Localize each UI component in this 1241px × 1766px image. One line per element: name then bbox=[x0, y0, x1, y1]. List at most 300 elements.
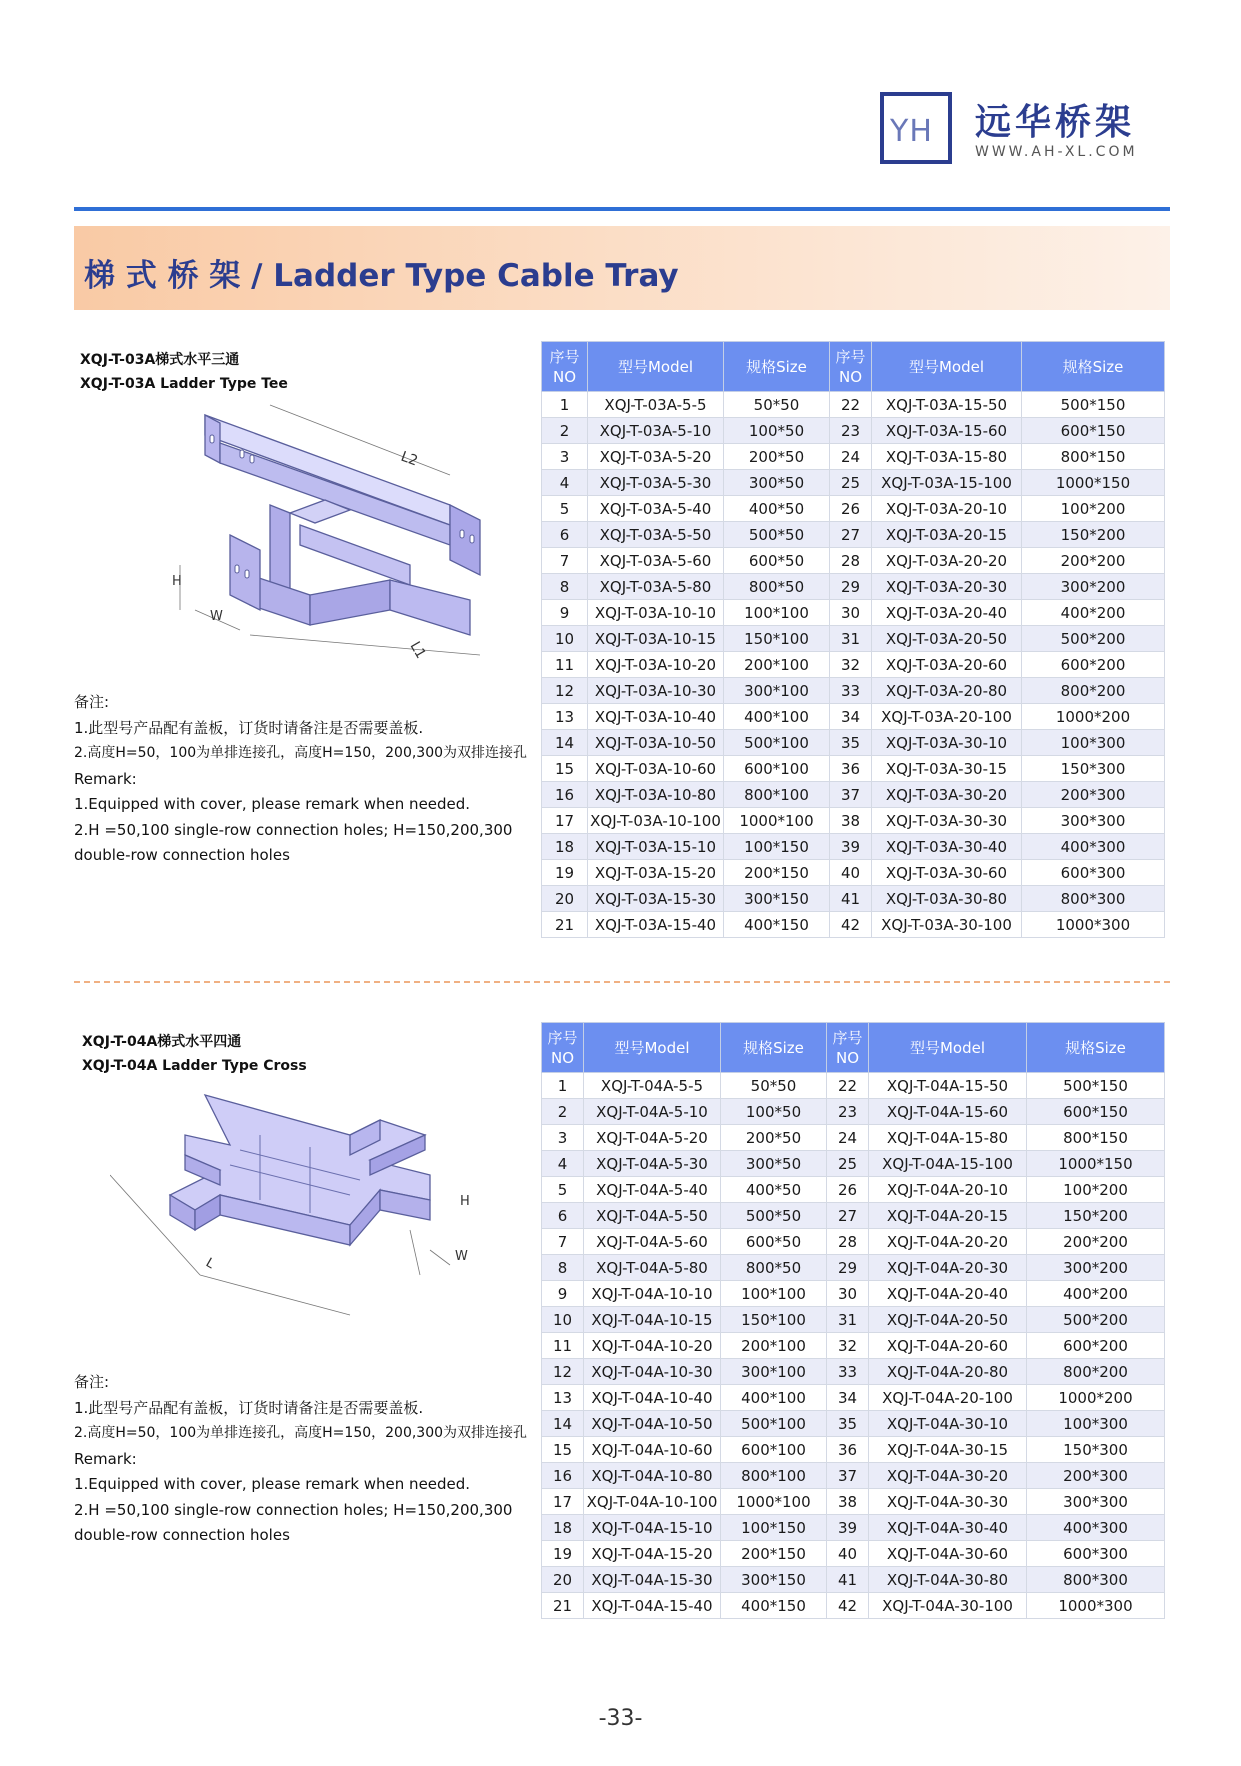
table-cell: 200*150 bbox=[721, 1541, 827, 1567]
header-text: 型号Model bbox=[614, 1038, 690, 1057]
table-cell: 4 bbox=[542, 1151, 584, 1177]
table-cell: XQJ-T-03A-5-20 bbox=[588, 444, 724, 470]
table-cell: 10 bbox=[542, 626, 588, 652]
table-cell: 400*200 bbox=[1022, 600, 1165, 626]
table-cell: XQJ-T-03A-20-60 bbox=[872, 652, 1022, 678]
table-cell: 14 bbox=[542, 730, 588, 756]
table-row bbox=[542, 782, 1165, 808]
table-row bbox=[542, 600, 1165, 626]
table-cell: XQJ-T-03A-30-20 bbox=[872, 782, 1022, 808]
product-title-en: XQJ-T-03A Ladder Type Tee bbox=[80, 376, 288, 392]
page-number: -33- bbox=[598, 1706, 643, 1731]
table-cell: 35 bbox=[827, 1411, 869, 1437]
notes-label-cn: 备注: bbox=[74, 693, 110, 711]
table-cell: 200*50 bbox=[721, 1125, 827, 1151]
table-cell: XQJ-T-03A-15-100 bbox=[872, 470, 1022, 496]
table-cell: XQJ-T-04A-20-40 bbox=[869, 1281, 1027, 1307]
table-cell: XQJ-T-03A-30-30 bbox=[872, 808, 1022, 834]
table-cell: XQJ-T-04A-15-40 bbox=[584, 1593, 721, 1619]
table-cell: 300*100 bbox=[724, 678, 830, 704]
table-cell: 400*300 bbox=[1027, 1515, 1165, 1541]
table-cell: 4 bbox=[542, 470, 588, 496]
note-cn-1: 1.此型号产品配有盖板，订货时请备注是否需要盖板. bbox=[74, 1398, 424, 1417]
table-cell: XQJ-T-03A-5-80 bbox=[588, 574, 724, 600]
table-cell: 800*150 bbox=[1027, 1125, 1165, 1151]
table-cell: XQJ-T-03A-15-30 bbox=[588, 886, 724, 912]
table-cell: 300*300 bbox=[1027, 1489, 1165, 1515]
table-cell: 16 bbox=[542, 1463, 584, 1489]
table-cell: XQJ-T-03A-20-10 bbox=[872, 496, 1022, 522]
header-text: 规格Size bbox=[743, 1038, 804, 1057]
dim-label-w: W bbox=[210, 609, 223, 624]
table-cell: 39 bbox=[827, 1515, 869, 1541]
table-cell: 150*200 bbox=[1027, 1203, 1165, 1229]
table-cell: XQJ-T-03A-10-30 bbox=[588, 678, 724, 704]
table-row bbox=[542, 860, 1165, 886]
logo-mark bbox=[880, 92, 952, 164]
table-header-row bbox=[542, 342, 1165, 392]
table-row bbox=[542, 444, 1165, 470]
table-cell: 24 bbox=[830, 444, 872, 470]
table-cell: 500*200 bbox=[1027, 1307, 1165, 1333]
table-cell: XQJ-T-04A-20-20 bbox=[869, 1229, 1027, 1255]
header-text: 序号 bbox=[832, 1028, 863, 1047]
table-cell: 800*200 bbox=[1022, 678, 1165, 704]
table-cell: XQJ-T-04A-20-100 bbox=[869, 1385, 1027, 1411]
cross-notes bbox=[74, 1370, 544, 1549]
table-cell: 25 bbox=[830, 470, 872, 496]
table-row bbox=[542, 730, 1165, 756]
table-cell: 300*150 bbox=[721, 1567, 827, 1593]
dim-label-l2: L2 bbox=[398, 448, 420, 470]
table-cell: 7 bbox=[542, 1229, 584, 1255]
table-cell: 41 bbox=[830, 886, 872, 912]
header-rule bbox=[74, 207, 1170, 211]
table-row bbox=[542, 652, 1165, 678]
table-cell: 6 bbox=[542, 1203, 584, 1229]
table-cell: 100*150 bbox=[721, 1515, 827, 1541]
header-text: 规格Size bbox=[1065, 1038, 1126, 1057]
table-cell: 300*300 bbox=[1022, 808, 1165, 834]
table-cell: 34 bbox=[827, 1385, 869, 1411]
note-cn-2: 2.高度H=50，100为单排连接孔，高度H=150，200,300为双排连接孔 bbox=[74, 1425, 528, 1441]
table-cell: 33 bbox=[830, 678, 872, 704]
table-cell: 6 bbox=[542, 522, 588, 548]
table-cell: 33 bbox=[827, 1359, 869, 1385]
table-cell: 100*100 bbox=[724, 600, 830, 626]
table-cell: XQJ-T-03A-30-40 bbox=[872, 834, 1022, 860]
table-row bbox=[542, 548, 1165, 574]
table-cell: 800*50 bbox=[721, 1255, 827, 1281]
table-cell: 10 bbox=[542, 1307, 584, 1333]
table-cell: 39 bbox=[830, 834, 872, 860]
table-cell: 500*50 bbox=[724, 522, 830, 548]
table-cell: 1000*100 bbox=[721, 1489, 827, 1515]
table-cell: 1 bbox=[542, 1073, 584, 1099]
note-cn-1: 1.此型号产品配有盖板，订货时请备注是否需要盖板. bbox=[74, 718, 424, 737]
table-cell: 200*300 bbox=[1027, 1463, 1165, 1489]
table-cell: 12 bbox=[542, 678, 588, 704]
table-cell: XQJ-T-04A-20-15 bbox=[869, 1203, 1027, 1229]
section-banner bbox=[74, 226, 1170, 310]
table-cell: 200*200 bbox=[1027, 1229, 1165, 1255]
table-row bbox=[542, 886, 1165, 912]
table-cell: XQJ-T-04A-30-60 bbox=[869, 1541, 1027, 1567]
table-row bbox=[542, 1411, 1165, 1437]
table-cell: 1000*300 bbox=[1022, 912, 1165, 938]
table-cell: 7 bbox=[542, 548, 588, 574]
product-title-cn: XQJ-T-04A梯式水平四通 bbox=[82, 1034, 242, 1050]
table-cell: 9 bbox=[542, 600, 588, 626]
dim-label-w: W bbox=[455, 1249, 468, 1264]
table-cell: XQJ-T-03A-5-60 bbox=[588, 548, 724, 574]
table-row bbox=[542, 834, 1165, 860]
table-cell: 8 bbox=[542, 1255, 584, 1281]
table-cell: XQJ-T-04A-30-100 bbox=[869, 1593, 1027, 1619]
note-en-2: 2.H =50,100 single-row connection holes; H=150,200,300 double-row connection holes bbox=[74, 820, 513, 864]
table-cell: XQJ-T-04A-30-40 bbox=[869, 1515, 1027, 1541]
table-cell: XQJ-T-04A-20-50 bbox=[869, 1307, 1027, 1333]
logo-letters: YH bbox=[890, 114, 933, 149]
table-row bbox=[542, 1463, 1165, 1489]
table-cell: 1000*100 bbox=[724, 808, 830, 834]
table-cell: XQJ-T-04A-15-10 bbox=[584, 1515, 721, 1541]
note-en-1: 1.Equipped with cover, please remark when needed. bbox=[74, 795, 471, 813]
column-header bbox=[1027, 1023, 1165, 1073]
table-row bbox=[542, 522, 1165, 548]
table-cell: 800*150 bbox=[1022, 444, 1165, 470]
table-cell: XQJ-T-04A-15-60 bbox=[869, 1099, 1027, 1125]
dim-label-h: H bbox=[460, 1194, 470, 1209]
table-row bbox=[542, 470, 1165, 496]
table-cell: 29 bbox=[830, 574, 872, 600]
table-cell: 32 bbox=[830, 652, 872, 678]
header-text: NO bbox=[835, 1048, 860, 1067]
table-cell: 400*100 bbox=[721, 1385, 827, 1411]
notes-label-cn: 备注: bbox=[74, 1373, 110, 1391]
table-cell: 600*200 bbox=[1022, 652, 1165, 678]
table-cell: XQJ-T-04A-5-50 bbox=[584, 1203, 721, 1229]
table-cell: 300*100 bbox=[721, 1359, 827, 1385]
table-cell: 150*300 bbox=[1022, 756, 1165, 782]
table-cell: 800*300 bbox=[1027, 1567, 1165, 1593]
table-cell: XQJ-T-03A-15-10 bbox=[588, 834, 724, 860]
table-cell: 500*50 bbox=[721, 1203, 827, 1229]
table-cell: 40 bbox=[830, 860, 872, 886]
table-cell: XQJ-T-03A-20-80 bbox=[872, 678, 1022, 704]
table-cell: 400*50 bbox=[724, 496, 830, 522]
column-header bbox=[830, 342, 872, 392]
table-row bbox=[542, 1333, 1165, 1359]
table-cell: 600*100 bbox=[724, 756, 830, 782]
table-row bbox=[542, 704, 1165, 730]
table-cell: 32 bbox=[827, 1333, 869, 1359]
header-text: NO bbox=[552, 367, 577, 386]
table-cell: XQJ-T-03A-10-10 bbox=[588, 600, 724, 626]
tee-drawing bbox=[150, 395, 550, 695]
column-header bbox=[721, 1023, 827, 1073]
header-text: 规格Size bbox=[746, 357, 807, 376]
product-title-cross bbox=[82, 1030, 307, 1078]
table-cell: 41 bbox=[827, 1567, 869, 1593]
table-row bbox=[542, 1255, 1165, 1281]
table-row bbox=[542, 496, 1165, 522]
table-cell: 100*300 bbox=[1027, 1411, 1165, 1437]
table-row bbox=[542, 1567, 1165, 1593]
table-cell: 600*300 bbox=[1027, 1541, 1165, 1567]
table-cell: XQJ-T-03A-10-40 bbox=[588, 704, 724, 730]
table-cell: 5 bbox=[542, 1177, 584, 1203]
table-cell: 2 bbox=[542, 418, 588, 444]
table-row bbox=[542, 1515, 1165, 1541]
table-cell: XQJ-T-03A-20-20 bbox=[872, 548, 1022, 574]
table-cell: 200*50 bbox=[724, 444, 830, 470]
table-cell: 26 bbox=[827, 1177, 869, 1203]
table-cell: 42 bbox=[830, 912, 872, 938]
table-cell: 1 bbox=[542, 392, 588, 418]
table-cell: 36 bbox=[827, 1437, 869, 1463]
table-cell: 200*150 bbox=[724, 860, 830, 886]
table-cell: XQJ-T-03A-10-20 bbox=[588, 652, 724, 678]
header-text: 序号 bbox=[835, 347, 866, 366]
dim-label-h: H bbox=[172, 574, 182, 589]
cross-drawing bbox=[110, 1075, 520, 1325]
cross-spec-table bbox=[541, 1022, 1165, 1619]
table-cell: 100*300 bbox=[1022, 730, 1165, 756]
table-cell: 100*50 bbox=[724, 418, 830, 444]
table-cell: 22 bbox=[830, 392, 872, 418]
table-cell: 3 bbox=[542, 444, 588, 470]
table-cell: 400*100 bbox=[724, 704, 830, 730]
table-row bbox=[542, 912, 1165, 938]
table-cell: XQJ-T-04A-10-100 bbox=[584, 1489, 721, 1515]
dim-label-l1: L1 bbox=[406, 639, 429, 662]
table-cell: XQJ-T-04A-30-20 bbox=[869, 1463, 1027, 1489]
table-cell: 20 bbox=[542, 886, 588, 912]
table-row bbox=[542, 808, 1165, 834]
table-cell: XQJ-T-04A-15-80 bbox=[869, 1125, 1027, 1151]
table-cell: XQJ-T-04A-5-80 bbox=[584, 1255, 721, 1281]
table-cell: XQJ-T-04A-5-5 bbox=[584, 1073, 721, 1099]
table-cell: XQJ-T-03A-10-80 bbox=[588, 782, 724, 808]
dim-label-l: L bbox=[203, 1255, 217, 1273]
table-cell: 28 bbox=[827, 1229, 869, 1255]
table-cell: 36 bbox=[830, 756, 872, 782]
table-row bbox=[542, 574, 1165, 600]
table-cell: 50*50 bbox=[724, 392, 830, 418]
table-cell: 30 bbox=[830, 600, 872, 626]
table-cell: 400*300 bbox=[1022, 834, 1165, 860]
column-header bbox=[542, 342, 588, 392]
table-cell: 31 bbox=[827, 1307, 869, 1333]
table-cell: 800*300 bbox=[1022, 886, 1165, 912]
table-row bbox=[542, 418, 1165, 444]
table-cell: XQJ-T-04A-30-80 bbox=[869, 1567, 1027, 1593]
table-cell: 15 bbox=[542, 756, 588, 782]
table-cell: 800*200 bbox=[1027, 1359, 1165, 1385]
table-cell: 400*50 bbox=[721, 1177, 827, 1203]
table-row bbox=[542, 1073, 1165, 1099]
table-cell: 31 bbox=[830, 626, 872, 652]
notes-label-en: Remark: bbox=[74, 769, 137, 788]
table-cell: 500*200 bbox=[1022, 626, 1165, 652]
table-cell: 150*100 bbox=[724, 626, 830, 652]
brand-logo bbox=[880, 92, 1155, 170]
table-cell: 500*150 bbox=[1027, 1073, 1165, 1099]
table-cell: 37 bbox=[830, 782, 872, 808]
table-cell: 13 bbox=[542, 1385, 584, 1411]
note-en-1: 1.Equipped with cover, please remark when needed. bbox=[74, 1475, 471, 1493]
table-row bbox=[542, 1385, 1165, 1411]
table-cell: XQJ-T-03A-15-80 bbox=[872, 444, 1022, 470]
table-cell: 34 bbox=[830, 704, 872, 730]
table-cell: XQJ-T-04A-20-60 bbox=[869, 1333, 1027, 1359]
table-cell: 50*50 bbox=[721, 1073, 827, 1099]
table-cell: XQJ-T-03A-5-30 bbox=[588, 470, 724, 496]
table-row bbox=[542, 626, 1165, 652]
table-cell: XQJ-T-03A-10-100 bbox=[588, 808, 724, 834]
table-cell: 13 bbox=[542, 704, 588, 730]
column-header bbox=[588, 342, 724, 392]
table-cell: XQJ-T-04A-5-60 bbox=[584, 1229, 721, 1255]
table-cell: XQJ-T-03A-5-40 bbox=[588, 496, 724, 522]
table-cell: 800*100 bbox=[724, 782, 830, 808]
table-cell: XQJ-T-03A-5-5 bbox=[588, 392, 724, 418]
table-cell: XQJ-T-04A-15-30 bbox=[584, 1567, 721, 1593]
table-cell: 200*300 bbox=[1022, 782, 1165, 808]
table-cell: 1000*150 bbox=[1027, 1151, 1165, 1177]
table-cell: 100*150 bbox=[724, 834, 830, 860]
table-cell: XQJ-T-04A-5-20 bbox=[584, 1125, 721, 1151]
table-cell: 200*200 bbox=[1022, 548, 1165, 574]
table-cell: 17 bbox=[542, 808, 588, 834]
notes-label-en: Remark: bbox=[74, 1449, 137, 1468]
table-cell: 300*200 bbox=[1022, 574, 1165, 600]
table-cell: XQJ-T-03A-20-40 bbox=[872, 600, 1022, 626]
table-row bbox=[542, 1541, 1165, 1567]
brand-name: 远华桥架 bbox=[975, 102, 1136, 143]
table-cell: 40 bbox=[827, 1541, 869, 1567]
table-cell: XQJ-T-03A-5-10 bbox=[588, 418, 724, 444]
table-cell: 20 bbox=[542, 1567, 584, 1593]
product-title-tee bbox=[80, 348, 288, 396]
table-cell: 600*150 bbox=[1027, 1099, 1165, 1125]
table-cell: 17 bbox=[542, 1489, 584, 1515]
table-cell: 150*200 bbox=[1022, 522, 1165, 548]
table-cell: XQJ-T-04A-10-15 bbox=[584, 1307, 721, 1333]
table-cell: 35 bbox=[830, 730, 872, 756]
table-cell: 18 bbox=[542, 834, 588, 860]
table-row bbox=[542, 1099, 1165, 1125]
table-cell: 38 bbox=[830, 808, 872, 834]
column-header bbox=[869, 1023, 1027, 1073]
table-cell: 5 bbox=[542, 496, 588, 522]
table-cell: XQJ-T-03A-20-30 bbox=[872, 574, 1022, 600]
table-cell: 500*100 bbox=[721, 1411, 827, 1437]
table-row bbox=[542, 1359, 1165, 1385]
table-cell: XQJ-T-04A-10-30 bbox=[584, 1359, 721, 1385]
table-cell: 100*50 bbox=[721, 1099, 827, 1125]
column-header bbox=[724, 342, 830, 392]
table-cell: XQJ-T-04A-20-10 bbox=[869, 1177, 1027, 1203]
table-cell: 1000*200 bbox=[1022, 704, 1165, 730]
table-cell: 18 bbox=[542, 1515, 584, 1541]
table-cell: 300*200 bbox=[1027, 1255, 1165, 1281]
table-cell: 16 bbox=[542, 782, 588, 808]
table-cell: 1000*300 bbox=[1027, 1593, 1165, 1619]
table-cell: XQJ-T-03A-15-40 bbox=[588, 912, 724, 938]
table-cell: XQJ-T-04A-5-30 bbox=[584, 1151, 721, 1177]
table-cell: 30 bbox=[827, 1281, 869, 1307]
table-cell: 150*100 bbox=[721, 1307, 827, 1333]
table-cell: XQJ-T-04A-10-60 bbox=[584, 1437, 721, 1463]
table-cell: 2 bbox=[542, 1099, 584, 1125]
table-cell: XQJ-T-04A-10-10 bbox=[584, 1281, 721, 1307]
table-cell: 300*150 bbox=[724, 886, 830, 912]
table-cell: XQJ-T-04A-10-50 bbox=[584, 1411, 721, 1437]
table-cell: 11 bbox=[542, 652, 588, 678]
table-cell: 100*200 bbox=[1027, 1177, 1165, 1203]
header-text: 型号Model bbox=[908, 357, 985, 376]
header-text: 规格Size bbox=[1062, 357, 1124, 376]
table-cell: 3 bbox=[542, 1125, 584, 1151]
table-cell: 23 bbox=[830, 418, 872, 444]
table-cell: XQJ-T-03A-30-80 bbox=[872, 886, 1022, 912]
table-cell: 500*150 bbox=[1022, 392, 1165, 418]
table-cell: XQJ-T-04A-20-80 bbox=[869, 1359, 1027, 1385]
header-text: NO bbox=[550, 1048, 575, 1067]
note-en-2: 2.H =50,100 single-row connection holes; H=150,200,300 double-row connection holes bbox=[74, 1500, 513, 1544]
table-cell: 400*200 bbox=[1027, 1281, 1165, 1307]
table-cell: XQJ-T-04A-30-30 bbox=[869, 1489, 1027, 1515]
table-cell: 800*50 bbox=[724, 574, 830, 600]
table-cell: 28 bbox=[830, 548, 872, 574]
table-cell: 600*300 bbox=[1022, 860, 1165, 886]
table-cell: 1000*150 bbox=[1022, 470, 1165, 496]
table-cell: 21 bbox=[542, 1593, 584, 1619]
table-cell: XQJ-T-04A-30-10 bbox=[869, 1411, 1027, 1437]
table-cell: 100*200 bbox=[1022, 496, 1165, 522]
table-cell: 800*100 bbox=[721, 1463, 827, 1489]
table-cell: 42 bbox=[827, 1593, 869, 1619]
table-cell: XQJ-T-03A-30-60 bbox=[872, 860, 1022, 886]
table-cell: 14 bbox=[542, 1411, 584, 1437]
table-cell: XQJ-T-04A-20-30 bbox=[869, 1255, 1027, 1281]
header-text: NO bbox=[838, 367, 863, 386]
column-header bbox=[584, 1023, 721, 1073]
table-row bbox=[542, 1593, 1165, 1619]
table-cell: 1000*200 bbox=[1027, 1385, 1165, 1411]
table-cell: XQJ-T-03A-5-50 bbox=[588, 522, 724, 548]
table-row bbox=[542, 678, 1165, 704]
table-row bbox=[542, 1125, 1165, 1151]
tee-notes bbox=[74, 690, 544, 869]
table-cell: 19 bbox=[542, 860, 588, 886]
table-cell: XQJ-T-03A-30-15 bbox=[872, 756, 1022, 782]
table-row bbox=[542, 1437, 1165, 1463]
table-cell: XQJ-T-03A-15-60 bbox=[872, 418, 1022, 444]
table-row bbox=[542, 1229, 1165, 1255]
product-title-cn: XQJ-T-03A梯式水平三通 bbox=[80, 352, 240, 368]
product-title-en: XQJ-T-04A Ladder Type Cross bbox=[82, 1058, 307, 1074]
table-cell: 300*50 bbox=[721, 1151, 827, 1177]
column-header bbox=[872, 342, 1022, 392]
table-cell: 200*100 bbox=[721, 1333, 827, 1359]
note-cn-2: 2.高度H=50，100为单排连接孔，高度H=150，200,300为双排连接孔 bbox=[74, 745, 528, 761]
table-cell: XQJ-T-03A-10-15 bbox=[588, 626, 724, 652]
table-cell: 9 bbox=[542, 1281, 584, 1307]
table-cell: 24 bbox=[827, 1125, 869, 1151]
